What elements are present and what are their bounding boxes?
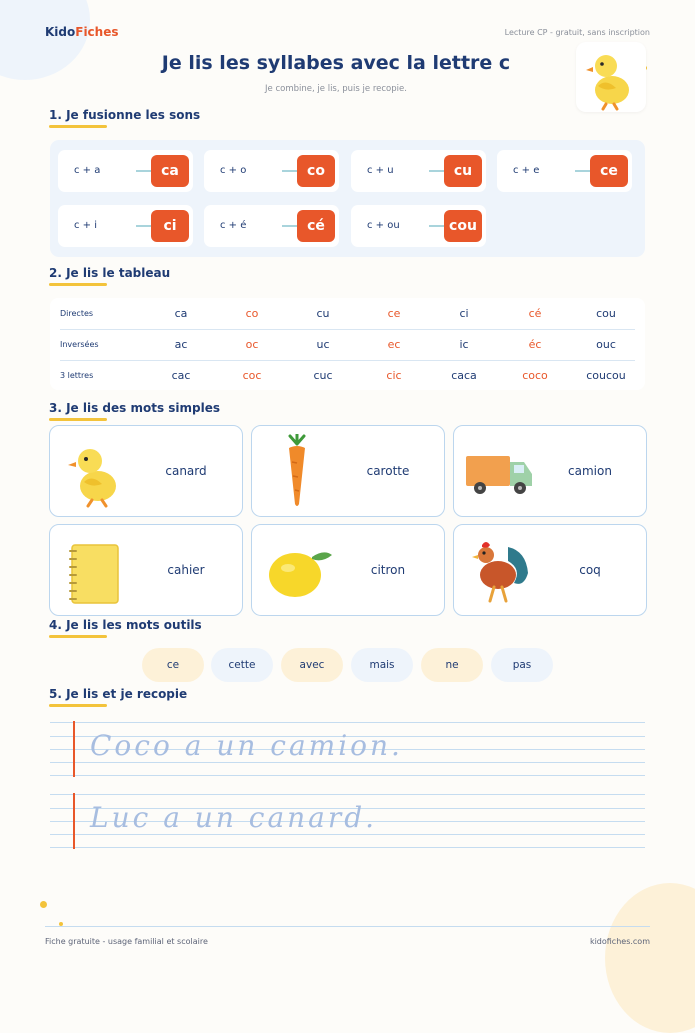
tool-word-pill: mais (351, 648, 413, 682)
fusion-formula: c + e (513, 165, 540, 176)
rule-line (50, 762, 645, 763)
fusion-result: ce (590, 155, 628, 187)
duckling-mascot (576, 42, 646, 112)
rule-line (50, 722, 645, 723)
table-row (60, 360, 635, 391)
table-cell: co (245, 307, 259, 320)
rule-line (50, 834, 645, 835)
fusion-result: ci (151, 210, 189, 242)
fusion-formula: c + a (74, 165, 101, 176)
duckling-icon (60, 434, 130, 508)
row-label: 3 lettres (60, 371, 94, 380)
rooster-icon (464, 533, 534, 607)
word-label: citron (370, 563, 406, 577)
top-note: Lecture CP - gratuit, sans inscription (504, 28, 650, 37)
word-label: canard (165, 464, 207, 478)
table-cell: coco (522, 369, 548, 382)
word-label: camion (568, 464, 612, 478)
fusion-card (58, 150, 193, 192)
fusion-formula: c + o (220, 165, 247, 176)
table-cell: coc (242, 369, 262, 382)
row-label: Inversées (60, 340, 99, 349)
fusion-card (204, 150, 339, 192)
section-1-title: 1. Je fusionne les sons (49, 108, 201, 122)
footer-note: Fiche gratuite - usage familial et scolaire (45, 937, 208, 946)
table-cell: uc (316, 338, 330, 351)
model-sentence: Luc a un canard. (90, 801, 378, 834)
table-row (60, 298, 635, 330)
word-card-canard (49, 425, 243, 517)
page-title: Je lis les syllabes avec la lettre c (161, 52, 511, 74)
brand-logo: KidoFiches (45, 25, 119, 39)
duckling-icon (576, 42, 646, 112)
table-cell: cac (171, 369, 191, 382)
fusion-result: cé (297, 210, 335, 242)
table-cell: coucou (586, 369, 626, 382)
model-sentence: Coco a un camion. (90, 729, 403, 762)
fusion-card (58, 205, 193, 247)
fusion-result: cu (444, 155, 482, 187)
word-card-coq (453, 524, 647, 616)
table-cell: cuc (313, 369, 333, 382)
decor-dot (40, 901, 47, 908)
table-cell: cou (596, 307, 616, 320)
table-cell: ca (174, 307, 188, 320)
fusion-card (351, 150, 486, 192)
tool-word-pill: avec (281, 648, 343, 682)
table-cell: cu (316, 307, 330, 320)
footer-site: kidofiches.com (589, 937, 650, 946)
rule-line (50, 847, 645, 848)
section-3-title: 3. Je lis des mots simples (49, 401, 221, 415)
table-cell: ec (387, 338, 401, 351)
tool-word-pill: pas (491, 648, 553, 682)
fusion-card (351, 205, 486, 247)
syllable-table (50, 298, 645, 390)
writing-line-1 (50, 721, 645, 777)
table-cell: ac (174, 338, 188, 351)
fusion-card (497, 150, 632, 192)
lemon-icon (262, 533, 332, 607)
table-cell: caca (451, 369, 477, 382)
tool-word-pill: ce (142, 648, 204, 682)
margin-line (73, 793, 75, 849)
carrot-icon (262, 434, 332, 508)
fusion-result: co (297, 155, 335, 187)
page-subtitle: Je combine, je lis, puis je recopie. (265, 84, 407, 94)
writing-line-2 (50, 793, 645, 849)
word-card-cahier (49, 524, 243, 616)
fusion-card (204, 205, 339, 247)
fusion-formula: c + i (74, 220, 98, 231)
word-label: coq (579, 563, 601, 577)
fusion-result: ca (151, 155, 189, 187)
tool-word-pill: cette (211, 648, 273, 682)
section-5-title: 5. Je lis et je recopie (49, 687, 188, 701)
truck-icon (464, 434, 534, 508)
table-cell: cé (528, 307, 542, 320)
word-card-camion (453, 425, 647, 517)
fusion-formula: c + ou (367, 220, 400, 231)
table-cell: cic (386, 369, 402, 382)
table-cell: ic (459, 338, 469, 351)
fusion-panel (50, 140, 645, 257)
fusion-formula: c + u (367, 165, 394, 176)
tool-word-pill: ne (421, 648, 483, 682)
table-cell: oc (245, 338, 259, 351)
section-2-title: 2. Je lis le tableau (49, 266, 171, 280)
decor-blob-bottom-right (605, 883, 695, 1033)
table-cell: ouc (596, 338, 616, 351)
table-cell: éc (528, 338, 542, 351)
fusion-formula: c + é (220, 220, 247, 231)
word-label: carotte (366, 464, 410, 478)
margin-line (73, 721, 75, 777)
word-card-carotte (251, 425, 445, 517)
rule-line (50, 794, 645, 795)
section-4-title: 4. Je lis les mots outils (49, 618, 202, 632)
table-cell: ce (387, 307, 401, 320)
fusion-result: cou (444, 210, 482, 242)
word-card-citron (251, 524, 445, 616)
footer-divider (45, 926, 650, 927)
table-row (60, 329, 635, 361)
table-cell: ci (459, 307, 469, 320)
notebook-icon (60, 533, 130, 607)
rule-line (50, 775, 645, 776)
row-label: Directes (60, 309, 94, 318)
word-label: cahier (167, 563, 205, 577)
